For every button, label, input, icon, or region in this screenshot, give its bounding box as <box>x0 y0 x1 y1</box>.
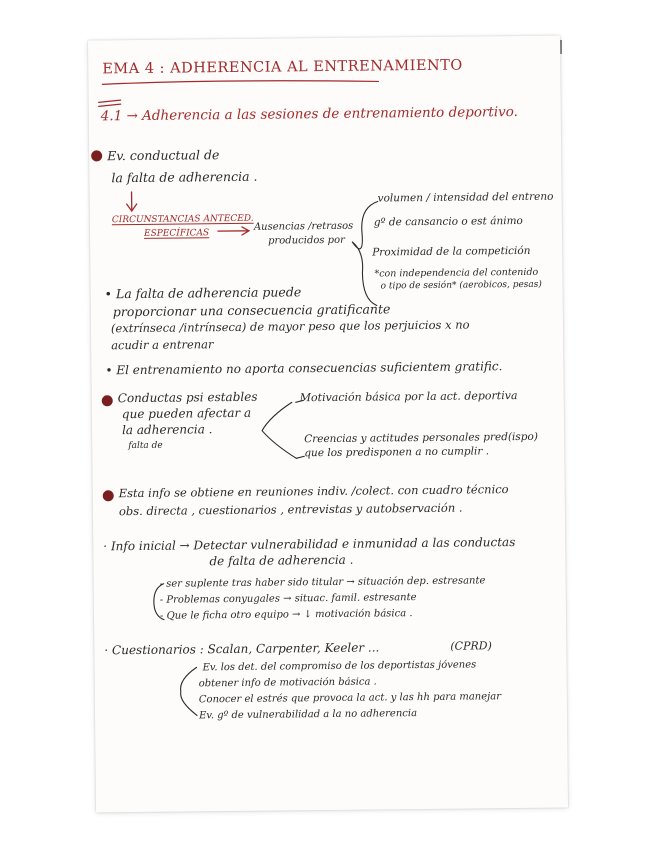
block4-right-3: que los predisponen a no cumplir . <box>304 445 490 460</box>
questionnaire-item-4: Ev. gº de vulnerabilidad a la no adherencia <box>198 708 418 722</box>
section-mark-1 <box>99 100 121 102</box>
questionnaire-brace <box>180 667 197 715</box>
circumstances-label-2: ESPECÍFICAS <box>143 228 210 239</box>
circumstances-label-1: CIRCUNSTANCIAS ANTECED. <box>111 213 254 226</box>
cause-note-2: o tipo de sesión* (aerobicos, pesas) <box>380 279 542 292</box>
notebook-page <box>88 36 568 813</box>
block4-left-note: falta de <box>128 440 163 452</box>
block6-heading-2: de falta de adherencia . <box>209 552 354 569</box>
questionnaire-item-3: Conocer el estrés que provoca la act. y las hh para manejar <box>198 691 502 706</box>
questionnaire-item-2: obtener info de motivación básica . <box>198 676 377 690</box>
title-underline <box>102 79 378 84</box>
block4-left-1: Conductas psi estables <box>117 389 258 406</box>
block7-code: (CPRD) <box>450 639 492 653</box>
block2-line-4: acudir a entrenar <box>111 337 214 353</box>
block5-line-1: Esta info se obtiene en reuniones indiv. /colect. con cuadro técnico <box>118 482 509 501</box>
block2-line-1: • La falta de adherencia puede <box>104 284 302 302</box>
absences-label-2: producidos por <box>268 234 345 247</box>
info-item-2: - Problemas conyugales → situac. famil. estresante <box>159 592 417 606</box>
section-heading: 4.1 → Adherencia a las sesiones de entrenamiento deportivo. <box>100 103 519 125</box>
bullet-icon <box>103 490 114 501</box>
block3-line: • El entrenamiento no aporta consecuencias suficientem gratific. <box>105 359 503 378</box>
block7-heading: · Cuestionarios : Scalan, Carpenter, Keeler ... <box>104 640 380 658</box>
block5-line-2: obs. directa , cuestionarios , entrevistas y autobservación . <box>118 500 463 519</box>
bullet-icon <box>102 395 113 406</box>
block2-line-3: (extrínseca /intrínseca) de mayor peso que los perjuicios x no <box>110 317 470 336</box>
block4-right-2: Creencias y actitudes personales pred(ispo) <box>304 430 538 446</box>
behaviors-brace <box>262 402 297 458</box>
block2-line-2: proporcionar una consecuencia gratificante <box>112 301 391 320</box>
block4-right-1: Motivación básica por la act. deportiva <box>299 389 518 405</box>
cause-option-2: gº de cansancio o est ánimo <box>373 214 523 229</box>
block4-left-3: la adherencia . <box>121 422 213 438</box>
questionnaire-item-1: Ev. los det. del compromiso de los deportistas jóvenes <box>202 659 477 674</box>
block6-heading: · Info inicial → Detectar vulnerabilidad e inmunidad a las conductas <box>103 535 516 554</box>
cause-option-3: Proximidad de la competición <box>372 244 531 259</box>
block1-heading-1: Ev. conductual de <box>107 147 220 164</box>
page-title: EMA 4 : ADHERENCIA AL ENTRENAMIENTO <box>102 57 463 78</box>
info-item-3: - Que le ficha otro equipo → ↓ motivación básica . <box>159 608 413 622</box>
cause-note-1: *con independencia del contenido <box>374 266 539 280</box>
cause-option-1: volumen / intensidad del entreno <box>377 190 554 205</box>
section-mark-2 <box>99 104 121 106</box>
block4-left-2: que pueden afectar a <box>121 405 252 422</box>
block1-heading-2: la falta de adherencia . <box>111 168 258 186</box>
absences-label-1: Ausencias /retrasos <box>253 220 354 233</box>
info-item-1: - ser suplente tras haber sido titular → situación dep. estresante <box>159 575 486 590</box>
bullet-icon <box>91 150 102 161</box>
